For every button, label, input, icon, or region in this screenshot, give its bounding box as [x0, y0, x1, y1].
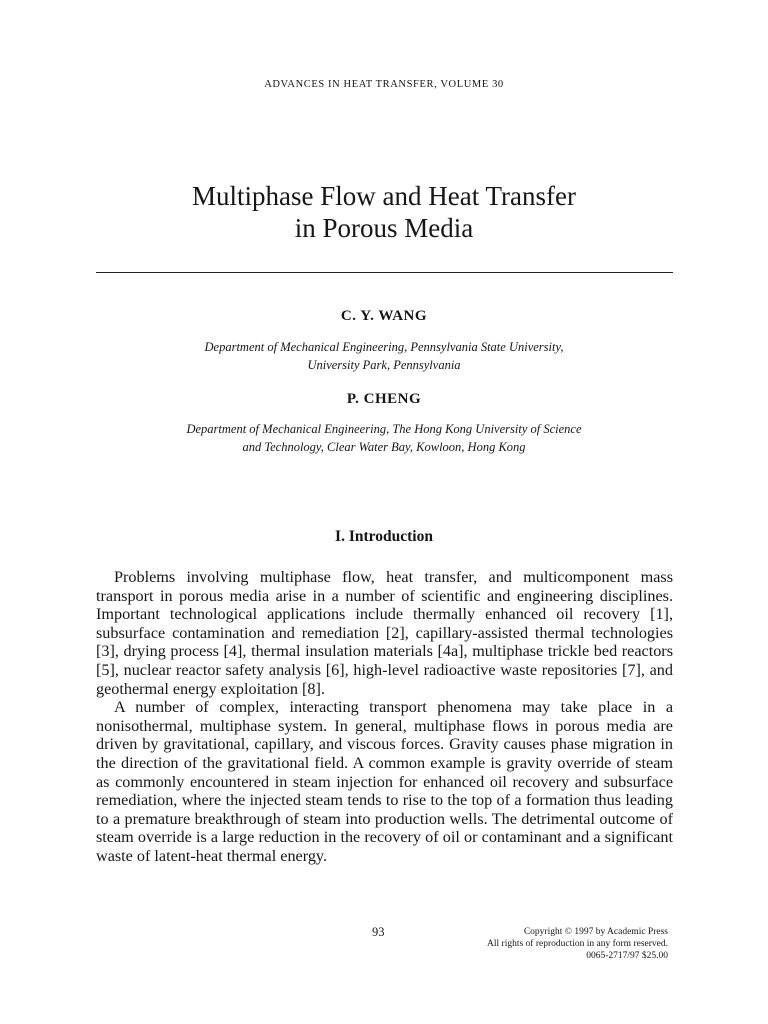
- running-head: ADVANCES IN HEAT TRANSFER, VOLUME 30: [264, 79, 504, 90]
- author-affiliation-1-line-2: University Park, Pennsylvania: [307, 358, 461, 372]
- paper-title-line-2: in Porous Media: [294, 213, 474, 243]
- copyright-line-1: Copyright © 1997 by Academic Press: [523, 927, 668, 937]
- paragraph-1: Problems involving multiphase flow, heat transfer, and multicomponent mass transport in porous media arise in a number of scientific and engineering disciplines. Important technological applications include thermally enhanced oil recovery [1], subsurface contamination and remediation [2], capillary-assisted thermal technologies [3], drying process [4], thermal insulation materials [4a], multiphase trickle bed reactors [5], nuclear reactor safety analysis [6], high-level radioactive waste repositories [7], and geothermal energy exploitation [8].: [96, 568, 673, 698]
- body-text: [96, 568, 673, 866]
- paper-title-line-1: Multiphase Flow and Heat Transfer: [192, 181, 576, 211]
- page-number: 93: [372, 925, 385, 939]
- copyright-line-2: All rights of reproduction in any form reserved.: [487, 939, 668, 949]
- title-divider: [96, 272, 673, 273]
- copyright-line-3: 0065-2717/97 $25.00: [586, 951, 668, 961]
- paragraph-2: A number of complex, interacting transport phenomena may take place in a nonisothermal, multiphase system. In general, multiphase flows in porous media are driven by gravitational, capillary, and viscous forces. Gravity causes phase migration in the direction of the gravitational field. A common example is gravity override of steam as commonly encountered in steam injection for enhanced oil recovery and subsurface remediation, where the injected steam tends to rise to the top of a formation thus leading to a premature breakthrough of steam into production wells. The detrimental outcome of steam override is a large reduction in the recovery of oil or contaminant and a significant waste of latent-heat thermal energy.: [96, 698, 673, 865]
- author-affiliation-1-line-1: Department of Mechanical Engineering, Pennsylvania State University,: [204, 340, 564, 354]
- author-affiliation-2: [0, 420, 768, 456]
- author-affiliation-1: [0, 338, 768, 374]
- author-affiliation-2-line-2: and Technology, Clear Water Bay, Kowloon, Hong Kong: [242, 440, 526, 454]
- author-name-2: P. CHENG: [346, 391, 422, 407]
- author-affiliation-2-line-1: Department of Mechanical Engineering, The Hong Kong University of Science: [186, 422, 582, 436]
- author-name-1: C. Y. WANG: [340, 308, 428, 324]
- copyright-notice: [420, 926, 668, 962]
- paper-title: [0, 180, 768, 244]
- section-heading: I. Introduction: [335, 528, 433, 545]
